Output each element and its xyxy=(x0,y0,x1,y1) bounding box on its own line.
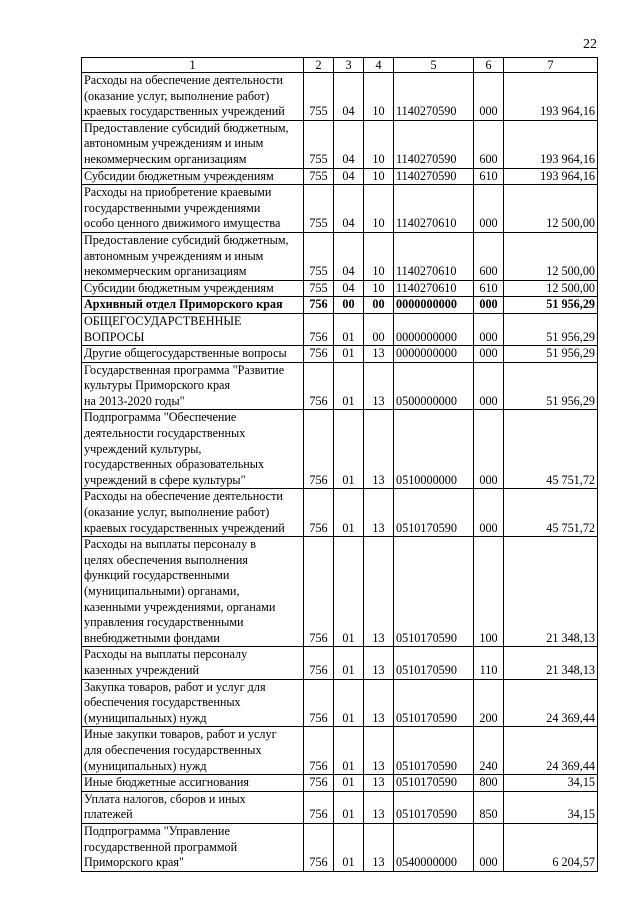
section-code: 04 xyxy=(334,73,364,121)
ministry-code: 755 xyxy=(304,232,334,280)
table-row xyxy=(82,679,598,727)
target-article-code: 0510170590 xyxy=(394,791,474,823)
section-code: 04 xyxy=(334,168,364,185)
table-row xyxy=(82,791,598,823)
subsection-code: 13 xyxy=(364,791,394,823)
ministry-code: 755 xyxy=(304,120,334,168)
section-code: 01 xyxy=(334,791,364,823)
section-code: 01 xyxy=(334,679,364,727)
target-article-code: 1140270610 xyxy=(394,232,474,280)
target-article-code: 1140270610 xyxy=(394,280,474,297)
subsection-code: 10 xyxy=(364,120,394,168)
amount: 24 369,44 xyxy=(504,727,598,775)
expense-type-code: 600 xyxy=(474,232,504,280)
subsection-code: 13 xyxy=(364,362,394,410)
table-row xyxy=(82,775,598,792)
expense-type-code: 110 xyxy=(474,647,504,679)
target-article-code: 1140270610 xyxy=(394,185,474,233)
subsection-code: 13 xyxy=(364,346,394,363)
ministry-code: 756 xyxy=(304,297,334,314)
budget-table xyxy=(81,57,598,872)
subsection-code: 10 xyxy=(364,280,394,297)
amount: 6 204,57 xyxy=(504,823,598,871)
item-name: ОБЩЕГОСУДАРСТВЕННЫЕ ВОПРОСЫ xyxy=(82,313,304,345)
amount: 24 369,44 xyxy=(504,679,598,727)
amount: 12 500,00 xyxy=(504,232,598,280)
subsection-code: 13 xyxy=(364,537,394,647)
expense-type-code: 000 xyxy=(474,313,504,345)
target-article-code: 0540000000 xyxy=(394,823,474,871)
ministry-code: 755 xyxy=(304,168,334,185)
table-row xyxy=(82,362,598,410)
table-row xyxy=(82,297,598,314)
header-col-7: 7 xyxy=(504,58,598,73)
amount: 51 956,29 xyxy=(504,362,598,410)
item-name: Субсидии бюджетным учреждениям xyxy=(82,280,304,297)
amount: 45 751,72 xyxy=(504,489,598,537)
table-row xyxy=(82,185,598,233)
subsection-code: 10 xyxy=(364,185,394,233)
item-name: Иные бюджетные ассигнования xyxy=(82,775,304,792)
table-row xyxy=(82,168,598,185)
section-code: 04 xyxy=(334,185,364,233)
amount: 51 956,29 xyxy=(504,346,598,363)
header-col-5: 5 xyxy=(394,58,474,73)
section-code: 01 xyxy=(334,362,364,410)
target-article-code: 1140270590 xyxy=(394,120,474,168)
table-row xyxy=(82,313,598,345)
header-col-3: 3 xyxy=(334,58,364,73)
table-row xyxy=(82,489,598,537)
item-name: Расходы на обеспечение деятельности (оказание услуг, выполнение работ) краевых государственных учреждений xyxy=(82,489,304,537)
table-row xyxy=(82,647,598,679)
item-name: Расходы на выплаты персоналу в целях обеспечения выполнения функций государственными (муниципальными) органами, казенными учреждениями, органами управления государственными внебюджетными фондами xyxy=(82,537,304,647)
target-article-code: 1140270590 xyxy=(394,168,474,185)
ministry-code: 756 xyxy=(304,346,334,363)
section-code: 01 xyxy=(334,346,364,363)
table-row xyxy=(82,232,598,280)
target-article-code: 0500000000 xyxy=(394,362,474,410)
section-code: 01 xyxy=(334,647,364,679)
subsection-code: 13 xyxy=(364,823,394,871)
expense-type-code: 000 xyxy=(474,362,504,410)
section-code: 01 xyxy=(334,313,364,345)
ministry-code: 756 xyxy=(304,679,334,727)
target-article-code: 0510170590 xyxy=(394,489,474,537)
expense-type-code: 610 xyxy=(474,168,504,185)
subsection-code: 10 xyxy=(364,168,394,185)
amount: 193 964,16 xyxy=(504,168,598,185)
expense-type-code: 600 xyxy=(474,120,504,168)
expense-type-code: 000 xyxy=(474,410,504,489)
target-article-code: 0000000000 xyxy=(394,297,474,314)
section-code: 00 xyxy=(334,297,364,314)
item-name: Расходы на обеспечение деятельности (оказание услуг, выполнение работ) краевых государственных учреждений xyxy=(82,73,304,121)
amount: 45 751,72 xyxy=(504,410,598,489)
expense-type-code: 800 xyxy=(474,775,504,792)
target-article-code: 0510170590 xyxy=(394,775,474,792)
header-row xyxy=(82,58,598,73)
ministry-code: 755 xyxy=(304,73,334,121)
header-col-2: 2 xyxy=(304,58,334,73)
amount: 51 956,29 xyxy=(504,297,598,314)
ministry-code: 756 xyxy=(304,313,334,345)
target-article-code: 1140270590 xyxy=(394,73,474,121)
subsection-code: 13 xyxy=(364,775,394,792)
ministry-code: 755 xyxy=(304,280,334,297)
amount: 34,15 xyxy=(504,791,598,823)
amount: 21 348,13 xyxy=(504,647,598,679)
item-name: Расходы на выплаты персоналу казенных учреждений xyxy=(82,647,304,679)
table-row xyxy=(82,727,598,775)
item-name: Закупка товаров, работ и услуг для обеспечения государственных (муниципальных) нужд xyxy=(82,679,304,727)
amount: 193 964,16 xyxy=(504,73,598,121)
expense-type-code: 000 xyxy=(474,823,504,871)
amount: 193 964,16 xyxy=(504,120,598,168)
table-row xyxy=(82,120,598,168)
expense-type-code: 000 xyxy=(474,346,504,363)
subsection-code: 13 xyxy=(364,410,394,489)
item-name: Субсидии бюджетным учреждениям xyxy=(82,168,304,185)
page-number: 22 xyxy=(583,37,597,52)
expense-type-code: 200 xyxy=(474,679,504,727)
item-name: Архивный отдел Приморского края xyxy=(82,297,304,314)
section-code: 04 xyxy=(334,280,364,297)
item-name: Подпрограмма "Обеспечение деятельности государственных учреждений культуры, государственных образовательных учреждений в сфере культуры" xyxy=(82,410,304,489)
ministry-code: 756 xyxy=(304,410,334,489)
target-article-code: 0510170590 xyxy=(394,727,474,775)
expense-type-code: 610 xyxy=(474,280,504,297)
ministry-code: 756 xyxy=(304,791,334,823)
amount: 12 500,00 xyxy=(504,280,598,297)
section-code: 04 xyxy=(334,232,364,280)
expense-type-code: 000 xyxy=(474,489,504,537)
target-article-code: 0510170590 xyxy=(394,679,474,727)
table-row xyxy=(82,823,598,871)
ministry-code: 756 xyxy=(304,823,334,871)
section-code: 01 xyxy=(334,410,364,489)
section-code: 01 xyxy=(334,537,364,647)
subsection-code: 13 xyxy=(364,489,394,537)
expense-type-code: 000 xyxy=(474,73,504,121)
ministry-code: 756 xyxy=(304,489,334,537)
expense-type-code: 240 xyxy=(474,727,504,775)
subsection-code: 10 xyxy=(364,73,394,121)
ministry-code: 756 xyxy=(304,727,334,775)
item-name: Предоставление субсидий бюджетным, автономным учреждениям и иным некоммерческим организациям xyxy=(82,232,304,280)
target-article-code: 0510170590 xyxy=(394,537,474,647)
header-col-4: 4 xyxy=(364,58,394,73)
section-code: 01 xyxy=(334,489,364,537)
amount: 34,15 xyxy=(504,775,598,792)
subsection-code: 13 xyxy=(364,679,394,727)
item-name: Уплата налогов, сборов и иных платежей xyxy=(82,791,304,823)
item-name: Расходы на приобретение краевыми государственными учреждениями особо ценного движимого имущества xyxy=(82,185,304,233)
section-code: 04 xyxy=(334,120,364,168)
table-row xyxy=(82,537,598,647)
section-code: 01 xyxy=(334,775,364,792)
target-article-code: 0000000000 xyxy=(394,313,474,345)
section-code: 01 xyxy=(334,727,364,775)
expense-type-code: 000 xyxy=(474,185,504,233)
amount: 51 956,29 xyxy=(504,313,598,345)
header-col-1: 1 xyxy=(82,58,304,73)
subsection-code: 13 xyxy=(364,727,394,775)
expense-type-code: 850 xyxy=(474,791,504,823)
table-row xyxy=(82,410,598,489)
expense-type-code: 000 xyxy=(474,297,504,314)
table-row xyxy=(82,280,598,297)
expense-type-code: 100 xyxy=(474,537,504,647)
subsection-code: 10 xyxy=(364,232,394,280)
table-row xyxy=(82,73,598,121)
item-name: Другие общегосударственные вопросы xyxy=(82,346,304,363)
section-code: 01 xyxy=(334,823,364,871)
item-name: Государственная программа "Развитие культуры Приморского края на 2013-2020 годы" xyxy=(82,362,304,410)
item-name: Подпрограмма "Управление государственной программой Приморского края" xyxy=(82,823,304,871)
ministry-code: 756 xyxy=(304,647,334,679)
ministry-code: 755 xyxy=(304,185,334,233)
subsection-code: 00 xyxy=(364,313,394,345)
amount: 21 348,13 xyxy=(504,537,598,647)
item-name: Иные закупки товаров, работ и услуг для обеспечения государственных (муниципальных) нужд xyxy=(82,727,304,775)
target-article-code: 0000000000 xyxy=(394,346,474,363)
item-name: Предоставление субсидий бюджетным, автономным учреждениям и иным некоммерческим организациям xyxy=(82,120,304,168)
ministry-code: 756 xyxy=(304,362,334,410)
ministry-code: 756 xyxy=(304,537,334,647)
ministry-code: 756 xyxy=(304,775,334,792)
subsection-code: 13 xyxy=(364,647,394,679)
amount: 12 500,00 xyxy=(504,185,598,233)
table-row xyxy=(82,346,598,363)
subsection-code: 00 xyxy=(364,297,394,314)
target-article-code: 0510000000 xyxy=(394,410,474,489)
header-col-6: 6 xyxy=(474,58,504,73)
target-article-code: 0510170590 xyxy=(394,647,474,679)
